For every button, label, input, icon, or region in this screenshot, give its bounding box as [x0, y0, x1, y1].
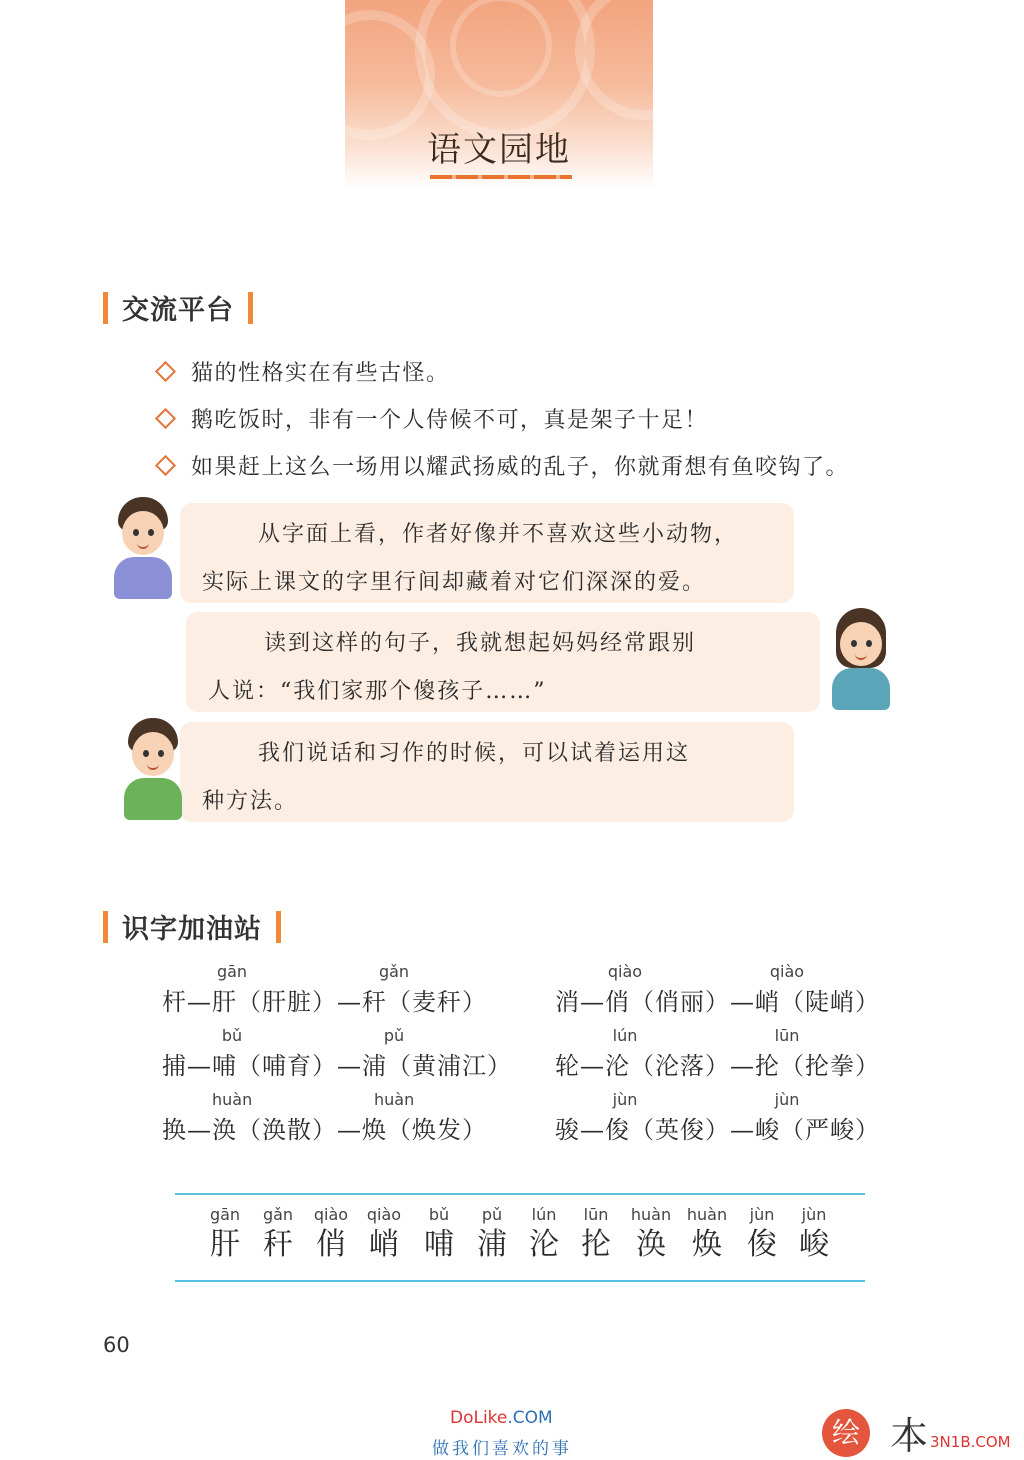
- list-item: [158, 450, 849, 481]
- bullet-text: 如果赶上这么一场用以耀武扬威的乱子，你就甭想有鱼咬钩了。: [191, 455, 850, 480]
- bubble-line: 实际上课文的字里行间却藏着对它们深深的爱。: [202, 570, 707, 595]
- list-item: [413, 1205, 465, 1263]
- pinyin: lūn: [774, 1026, 800, 1045]
- section-title: 交流平台: [122, 295, 234, 326]
- char-group-text: 杆—肝（肝脏）—秆（麦秆）: [162, 988, 487, 1016]
- pinyin: lún: [612, 1026, 638, 1045]
- pinyin: jùn: [801, 1205, 827, 1224]
- pinyin: huàn: [686, 1205, 728, 1224]
- heading-bar-right: [248, 292, 253, 324]
- speech-bubble: [186, 612, 820, 712]
- pinyin: gǎn: [378, 962, 410, 981]
- title-underline: [430, 175, 572, 179]
- page-number: 60: [103, 1333, 130, 1357]
- bubble-line: 我们说话和习作的时候，可以试着运用这: [258, 741, 691, 766]
- table-row: [162, 1026, 922, 1090]
- list-item: [358, 1205, 410, 1263]
- header-banner: [345, 0, 653, 190]
- section-heading-literacy: [103, 907, 281, 946]
- character: 哺: [424, 1227, 454, 1262]
- pinyin: jùn: [774, 1090, 800, 1109]
- pinyin: qiào: [366, 1205, 402, 1224]
- pinyin: qiào: [769, 962, 805, 981]
- section-title: 识字加油站: [122, 914, 262, 945]
- char-group-text: 换—涣（涣散）—焕（焕发）: [162, 1116, 487, 1144]
- logo-text: 本: [890, 1414, 929, 1458]
- pinyin: bǔ: [428, 1205, 450, 1224]
- watermark-site: [450, 1408, 553, 1428]
- boy-thinking-avatar: [118, 718, 188, 823]
- list-item: [788, 1205, 840, 1263]
- char-group-text: 消—俏（俏丽）—峭（陡峭）: [555, 988, 880, 1016]
- table-row: [162, 1090, 922, 1154]
- pinyin: jùn: [612, 1090, 638, 1109]
- bubble-line: 读到这样的句子，我就想起妈妈经常跟别: [264, 631, 697, 656]
- pinyin: qiào: [607, 962, 643, 981]
- pinyin: lūn: [583, 1205, 609, 1224]
- list-item: [158, 403, 708, 434]
- bullet-text: 猫的性格实在有些古怪。: [191, 361, 450, 386]
- list-item: [625, 1205, 677, 1263]
- boy-avatar: [108, 497, 178, 602]
- pinyin: bǔ: [221, 1026, 243, 1045]
- pinyin: gān: [209, 1205, 241, 1224]
- character: 焕: [692, 1227, 722, 1262]
- pinyin: gǎn: [262, 1205, 294, 1224]
- speech-bubble: [180, 503, 794, 603]
- character: 涣: [636, 1227, 666, 1262]
- bullet-text: 鹅吃饭时，非有一个人侍候不可，真是架子十足！: [191, 408, 709, 433]
- list-item: [736, 1205, 788, 1263]
- heading-bar-right: [276, 911, 281, 943]
- character: 峻: [799, 1227, 829, 1262]
- list-item: [252, 1205, 304, 1263]
- watermark-site-rest: .COM: [507, 1408, 553, 1428]
- character: 抡: [581, 1227, 611, 1262]
- pinyin: huàn: [630, 1205, 672, 1224]
- character-groups: [162, 962, 922, 1154]
- list-item: [681, 1205, 733, 1263]
- character: 俏: [316, 1227, 346, 1262]
- character: 秆: [263, 1227, 293, 1262]
- char-group-text: 轮—沦（沦落）—抡（抡拳）: [555, 1052, 880, 1080]
- watermark-slogan: 做我们喜欢的事: [432, 1439, 572, 1459]
- character: 俊: [747, 1227, 777, 1262]
- pinyin: pǔ: [481, 1205, 503, 1224]
- watermark-logo: [822, 1405, 1011, 1460]
- speech-bubble: [180, 722, 794, 822]
- heading-bar-left: [103, 292, 108, 324]
- table-row: [162, 962, 922, 1026]
- pinyin: jùn: [749, 1205, 775, 1224]
- banner-pattern: [575, 0, 653, 120]
- character: 肝: [210, 1227, 240, 1262]
- character: 沦: [529, 1227, 559, 1262]
- char-group-text: 捕—哺（哺育）—浦（黄浦江）: [162, 1052, 512, 1080]
- character: 浦: [477, 1227, 507, 1262]
- diamond-bullet-icon: [155, 408, 176, 429]
- char-group-text: 骏—俊（英俊）—峻（严峻）: [555, 1116, 880, 1144]
- logo-icon: 绘: [822, 1409, 870, 1457]
- heading-bar-left: [103, 911, 108, 943]
- new-characters-box: [175, 1193, 865, 1282]
- list-item: [518, 1205, 570, 1263]
- character: 峭: [369, 1227, 399, 1262]
- watermark-site-red: DoLike: [450, 1408, 508, 1428]
- diamond-bullet-icon: [155, 455, 176, 476]
- list-item: [305, 1205, 357, 1263]
- section-heading-exchange: [103, 288, 253, 327]
- list-item: [570, 1205, 622, 1263]
- bubble-line: 种方法。: [202, 789, 299, 814]
- diamond-bullet-icon: [155, 361, 176, 382]
- bubble-line: 从字面上看，作者好像并不喜欢这些小动物，: [258, 522, 739, 547]
- list-item: [199, 1205, 251, 1263]
- pinyin: huàn: [212, 1090, 253, 1109]
- girl-avatar: [826, 608, 896, 713]
- page-title: 语文园地: [427, 130, 571, 170]
- pinyin: pǔ: [383, 1026, 405, 1045]
- list-item: [466, 1205, 518, 1263]
- bubble-line: 人说：“我们家那个傻孩子……”: [208, 679, 547, 704]
- pinyin: lún: [531, 1205, 557, 1224]
- pinyin: qiào: [313, 1205, 349, 1224]
- pinyin: huàn: [374, 1090, 415, 1109]
- list-item: [158, 356, 450, 387]
- logo-site: 3N1B.COM: [930, 1432, 1011, 1451]
- pinyin: gān: [216, 962, 248, 981]
